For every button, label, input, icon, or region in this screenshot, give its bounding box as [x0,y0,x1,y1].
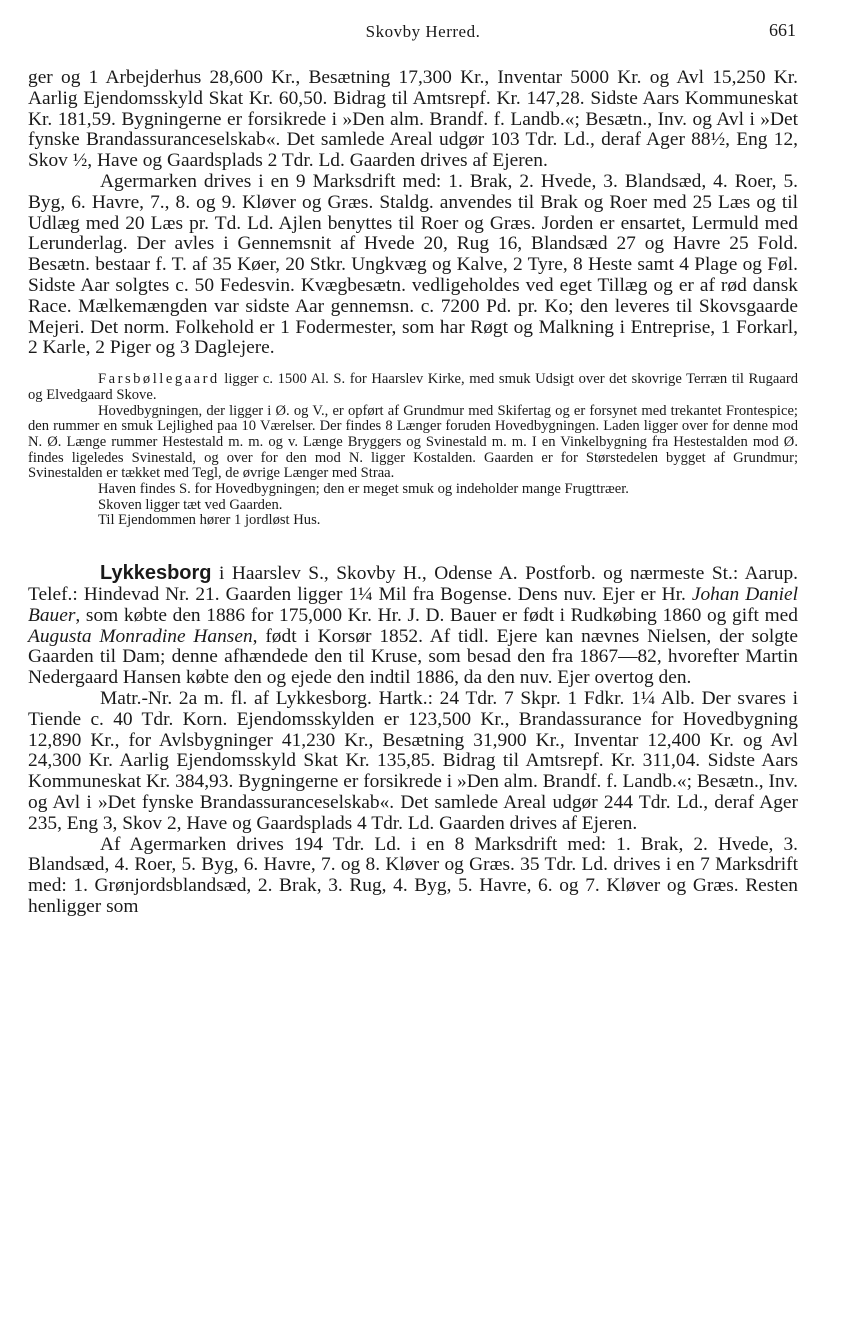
owner-name: Johan Daniel Bauer [28,583,798,626]
running-title: Skovby Herred. [365,22,481,41]
paragraph-lykkesborg-intro [28,563,798,689]
text-column [28,68,798,918]
paragraph-lykkesborg-farming: Af Agermarken drives 194 Tdr. Ld. i en 8 Marksdrift med: 1. Brak, 2. Hvede, 3. Blandsæd, 4. Roer, 5. Byg, 6. Havre, 7. og 8. Kløver og Græs. 35 Tdr. Ld. drives i en 7 Marksdrift med: 1. Grønjordsblandsæd, 2. Brak, 3. Rug, 4. Byg, 5. Havre, 6. og 7. Kløver og Græs. Resten henligger som [28,833,798,917]
small-paragraph-forest: Skoven ligger tæt ved Gaarden. [98,496,283,513]
location-text: ligger c. 1500 Al. S. for Haarslev Kirke, med smuk Udsigt over det skovrige Terræn til Rugaard og Elvedgaard Skove. [28,371,798,403]
intro-text-c: , født i Korsør 1852. Af tidl. Ejere kan nævnes Nielsen, der solgte Gaarden til Dam; denne afhændede den til Kruse, som besad den fra 1867—82, hvorefter Martin Nedergaard Hansen købte den og ejede den indtil 1886, da den nuv. Ejer overtog den. [28,625,798,689]
paragraph-farsbollegaard-farming: Agermarken drives i en 9 Marksdrift med: 1. Brak, 2. Hvede, 3. Blandsæd, 4. Roer, 5. Byg, 6. Havre, 7., 8. og 9. Kløver og Græs. Staldg. anvendes til Brak og Roer med 25 Læs og til Udlæg med 20 Læs pr. Td. Ld. Ajlen benyttes til Roer og Græs. Jorden er ensartet, Lermuld med Lerunderlag. Der avles i Gennemsnit af Hvede 20, Rug 16, Blandsæd 27 og Havre 25 Fold. Besætn. bestaar f. T. af 35 Køer, 20 Stkr. Ungkvæg og Kalve, 2 Tyre, 8 Heste samt 4 Plage og Føl. Sidste Aar solgtes c. 50 Fedesvin. Kvægbesætn. vedligeholdes ved eget Tillæg og er af rød dansk Race. Mælkemængden var sidste Aar gennemsn. c. 7200 Pd. pr. Ko; den leveres til Skovsgaarde Mejeri. Det norm. Folkehold er 1 Fodermester, som har Røgt og Malkning i Entreprise, 1 Forkarl, 2 Karle, 2 Piger og 3 Daglejere. [28,170,798,359]
estate-heading: Lykkesborg [100,562,212,585]
intro-text-b: , som købte den 1886 for 175,000 Kr. Hr. J. D. Bauer er født i Rudkøbing 1860 og gift med [75,604,798,626]
intro-text-a: i Haarslev S., Skovby H., Odense A. Postforb. og nærmeste St.: Aarup. Telef.: Hindevad Nr. 21. Gaarden ligger 1¼ Mil fra Bogense. Dens nuv. Ejer er Hr. [28,563,798,605]
section-spacer [28,529,798,563]
small-paragraph-house: Til Ejendommen hører 1 jordløst Hus. [98,512,321,529]
page-number: 661 [769,20,796,40]
small-paragraph-garden: Haven findes S. for Hovedbygningen; den er meget smuk og indeholder mange Frugttræer. [98,481,629,498]
estate-name-spaced: Farsbøllegaard [98,371,220,388]
small-paragraph-buildings: Hovedbygningen, der ligger i Ø. og V., er opført af Grundmur med Skifertag og er forsynet med trekantet Frontespice; den rummer en smuk Lejlighed paa 10 Værelser. Der findes 8 Længer foruden Hovedbygningen. Laden ligger over for denne mod N. Ø. Længe rummer Hestestald m. m. og v. Længe Bryggers og Svinestald m. m. I en Vinkelbygning fra Hestestalden mod Ø. findes ligeledes Svinestald, og over for den mod N. ligger Kostalden. Gaarden er for Størstedelen bygget af Grundmur; Svinestalden er tækket med Tegl, de øvrige Længer med Straa. [28,402,798,482]
paragraph-farsbollegaard-values: ger og 1 Arbejderhus 28,600 Kr., Besætning 17,300 Kr., Inventar 5000 Kr. og Avl 15,250 Kr. Aarlig Ejendomsskyld Skat Kr. 60,50. Bidrag til Amtsrepf. Kr. 147,28. Sidste Aars Kommuneskat Kr. 181,59. Bygningerne er forsikrede i »Den alm. Brandf. f. Landb.«; Besætn., Inv. og Avl i »Det fynske Brandassuranceselskab«. Det samlede Areal udgør 103 Tdr. Ld., deraf Ager 88½, Eng 12, Skov ½, Have og Gaardsplads 2 Tdr. Ld. Gaarden drives af Ejeren. [28,67,798,172]
paragraph-lykkesborg-values: Matr.-Nr. 2a m. fl. af Lykkesborg. Hartk.: 24 Tdr. 7 Skpr. 1 Fdkr. 1¼ Alb. Der svares i Tiende c. 40 Tdr. Korn. Ejendomsskylden er 123,500 Kr., Brandassurance for Hovedbygning 12,890 Kr., for Avlsbygninger 41,230 Kr., Besætning 31,900 Kr., Inventar 12,400 Kr. og Avl 24,300 Kr. Aarlig Ejendomsskyld Skat Kr. 135,85. Bidrag til Amtsrepf. Kr. 311,04. Sidste Aars Kommuneskat Kr. 384,93. Bygningerne er forsikrede i »Den alm. Brandf. f. Landb.«; Besætn., Inv. og Avl i »Det fynske Brandassuranceselskab«. Det samlede Areal udgør 244 Tdr. Ld., deraf Ager 235, Eng 3, Skov 2, Have og Gaardsplads 4 Tdr. Ld. Gaarden drives af Ejeren. [28,687,798,834]
small-paragraph-location [28,372,798,403]
wife-name: Augusta Monradine Hansen [28,625,253,647]
